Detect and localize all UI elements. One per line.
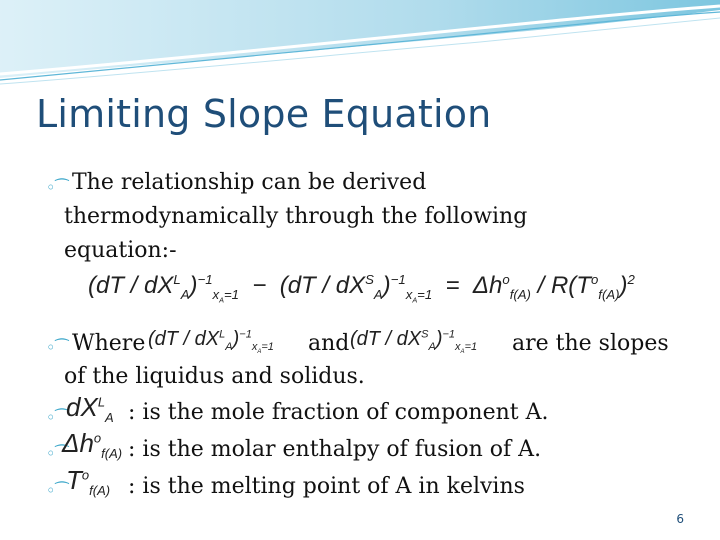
bullet2-are-the-slopes: are the slopes <box>512 331 669 356</box>
bullet5-text: : is the melting point of A in kelvins <box>128 474 525 499</box>
slide-title: Limiting Slope Equation <box>36 92 492 136</box>
bullet3-text: : is the mole fraction of component A. <box>128 400 549 425</box>
melting-point-symbol: $T^o_{f(A)}$ <box>66 465 111 499</box>
enthalpy-symbol: $\Delta h^o_{f(A)}$ <box>62 428 123 462</box>
bullet1-line1: The relationship can be derived <box>72 170 427 195</box>
bullet2-line2: of the liquidus and solidus. <box>64 364 365 389</box>
top-wave-decoration <box>0 0 720 90</box>
arrow-bullet-icon: ◦⁀ <box>46 338 69 357</box>
arrow-bullet-icon: ◦⁀ <box>46 481 69 500</box>
arrow-bullet-icon: ◦⁀ <box>46 444 69 463</box>
solidus-slope-symbol: $(dT / dX^S_A)^{-1}_{x_A=1}$ <box>350 328 478 356</box>
arrow-bullet-icon: ◦⁀ <box>46 408 69 427</box>
page-number: 6 <box>676 512 684 526</box>
bullet2-and: and <box>308 331 350 356</box>
liquidus-slope-symbol: $(dT / dX^L_A)^{-1}_{x_A=1}$ <box>148 328 274 356</box>
bullet1-line3: equation:- <box>64 238 177 263</box>
arrow-bullet-icon: ◦⁀ <box>46 178 69 197</box>
mole-fraction-symbol: $dX^L_A$ <box>66 392 114 426</box>
bullet4-text: : is the molar enthalpy of fusion of A. <box>128 437 542 462</box>
limiting-slope-equation: $(dT / dX^L_A)^{-1}_{x_A=1} - (dT / dX^S_A)^{-1}_{x_A=1} = \Delta h^o_{f(A)} / R(T^o_{f(A)})^2$ <box>88 272 635 305</box>
bullet2-where: Where <box>72 331 146 356</box>
bullet1-line2: thermodynamically through the following <box>64 204 528 229</box>
